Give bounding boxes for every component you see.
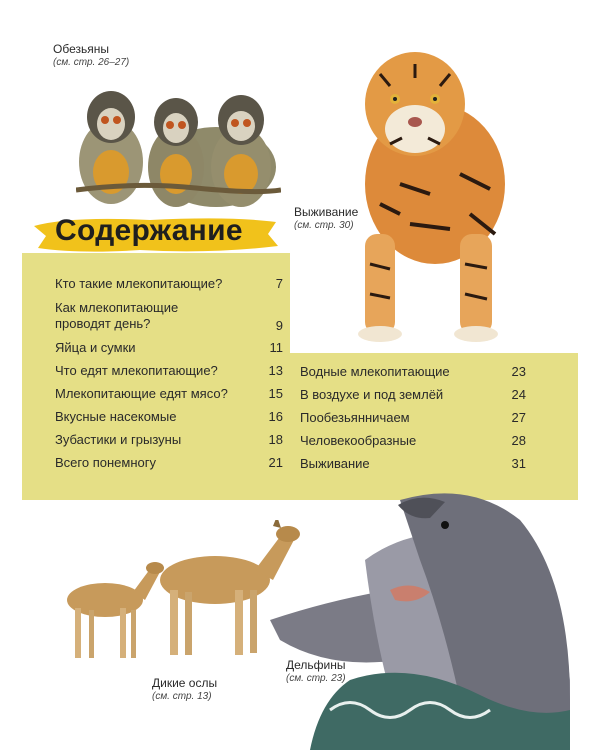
toc-item-page: 11 bbox=[269, 340, 283, 355]
wild-donkeys-illustration bbox=[45, 520, 300, 670]
donkeys-caption-label: Дикие ослы bbox=[152, 676, 218, 690]
toc-right-column bbox=[300, 364, 526, 472]
toc-item[interactable] bbox=[55, 409, 283, 425]
toc-item-label: Водные млекопитающие bbox=[300, 364, 450, 379]
toc-item-label: Выживание bbox=[300, 456, 370, 471]
monkeys-caption bbox=[53, 42, 129, 70]
toc-item-label: Человекообразные bbox=[300, 433, 417, 448]
toc-item[interactable] bbox=[300, 410, 526, 426]
dolphins-caption-ref: (см. стр. 23) bbox=[286, 673, 346, 684]
toc-item-label: Как млекопитающие проводят день? bbox=[55, 300, 179, 331]
toc-item-label: Что едят млекопитающие? bbox=[55, 363, 218, 378]
toc-item[interactable] bbox=[300, 433, 526, 449]
toc-item-label: Кто такие млекопитающие? bbox=[55, 276, 223, 291]
dolphins-caption bbox=[286, 658, 346, 686]
toc-item-label: В воздухе и под землёй bbox=[300, 387, 444, 402]
dolphins-caption-label: Дельфины bbox=[286, 658, 346, 672]
tiger-illustration bbox=[340, 34, 520, 344]
toc-item-page: 16 bbox=[268, 409, 283, 424]
toc-item-label: Яйца и сумки bbox=[55, 340, 136, 355]
toc-item[interactable] bbox=[55, 432, 283, 448]
toc-item-page: 27 bbox=[511, 410, 526, 425]
survival-caption-ref: (см. стр. 30) bbox=[294, 220, 354, 231]
donkeys-caption bbox=[152, 676, 217, 704]
toc-item-page: 7 bbox=[275, 276, 283, 291]
monkeys-illustration bbox=[76, 72, 281, 212]
toc-item-page: 13 bbox=[268, 363, 283, 378]
dolphins-illustration bbox=[270, 480, 570, 750]
toc-item[interactable] bbox=[300, 364, 526, 380]
survival-caption-label: Выживание bbox=[294, 205, 359, 219]
toc-item-page-row bbox=[55, 318, 283, 334]
toc-item-page: 28 bbox=[511, 433, 526, 448]
toc-item-page: 9 bbox=[275, 318, 283, 333]
toc-item-label: Вкусные насекомые bbox=[55, 409, 177, 424]
toc-item[interactable] bbox=[55, 340, 283, 356]
toc-item-label: Пообезьянничаем bbox=[300, 410, 410, 425]
toc-item-page: 15 bbox=[268, 386, 283, 401]
toc-item-page: 23 bbox=[511, 364, 526, 379]
toc-item-page: 24 bbox=[511, 387, 526, 402]
toc-item-label: Млекопитающие едят мясо? bbox=[55, 386, 228, 401]
toc-item-page: 31 bbox=[511, 456, 526, 471]
toc-left-column bbox=[55, 276, 283, 471]
page-title: Содержание bbox=[55, 214, 243, 247]
toc-item-page: 18 bbox=[268, 432, 283, 447]
survival-caption bbox=[294, 205, 358, 233]
toc-item[interactable] bbox=[55, 363, 283, 379]
toc-item[interactable] bbox=[300, 387, 526, 403]
monkeys-caption-ref: (см. стр. 26–27) bbox=[53, 57, 130, 68]
toc-item-label: Всего понемногу bbox=[55, 455, 156, 470]
monkeys-caption-label: Обезьяны bbox=[53, 42, 109, 56]
toc-item[interactable] bbox=[55, 276, 283, 292]
toc-item[interactable] bbox=[300, 456, 526, 472]
donkeys-caption-ref: (см. стр. 13) bbox=[152, 691, 212, 702]
toc-item[interactable] bbox=[55, 455, 283, 471]
toc-item-label: Зубастики и грызуны bbox=[55, 432, 182, 447]
toc-item-page: 21 bbox=[268, 455, 283, 470]
toc-item[interactable] bbox=[55, 386, 283, 402]
